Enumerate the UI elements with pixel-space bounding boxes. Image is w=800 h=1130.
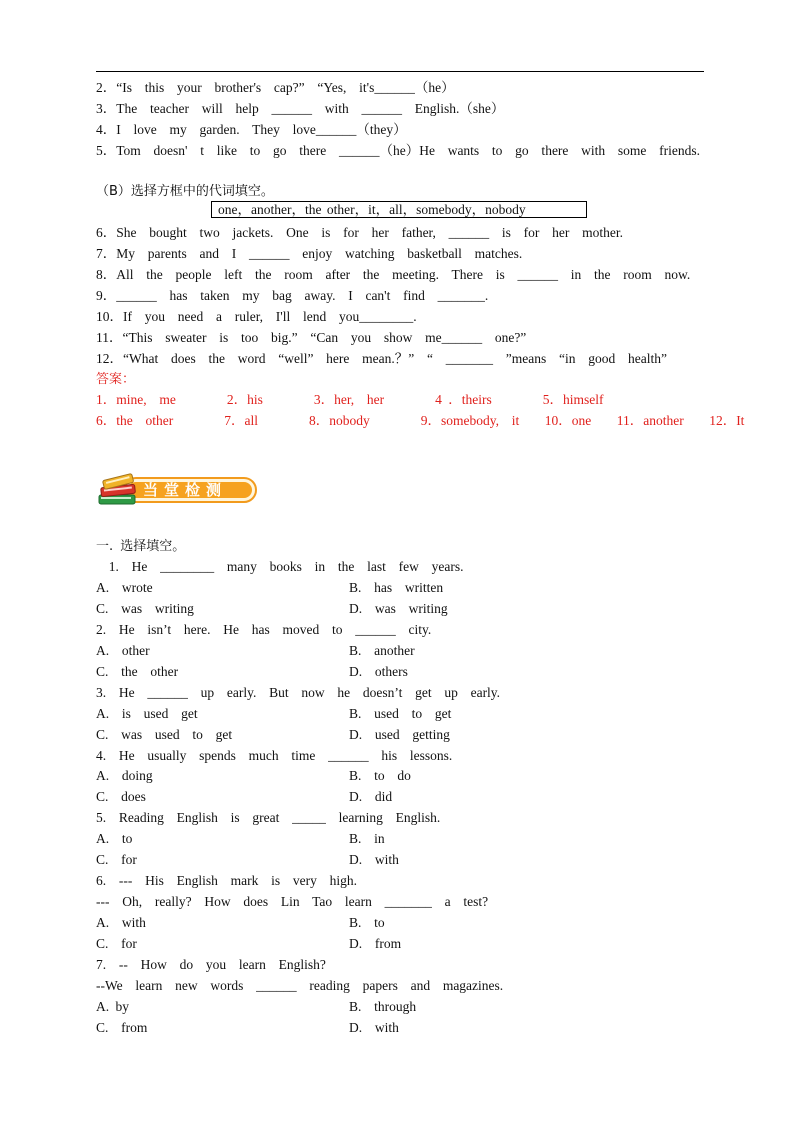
question-line-2: 2．“Is this your brother's cap?” “Yes, it's______（he） [96,80,455,95]
quiz-question-6: 6. --- His English mark is very high. [96,873,357,888]
quiz-6-option-c: C. for [96,936,137,951]
quiz-1-option-a: A. wrote [96,580,153,595]
question-line-5: 5．Tom doesn' t like to go there ______（he）He wants to go there with some friends. [96,143,701,158]
question-line-11: 11．“This sweater is too big.” “Can you show me______ one?” [96,330,527,345]
question-line-10: 10．If you need a ruler, I'll lend you________. [96,309,417,324]
quiz-question-5: 5. Reading English is great _____ learning English. [96,810,441,825]
quiz-1-option-b: B. has written [349,580,444,595]
question-line-9: 9．______ has taken my bag away. I can't find _______. [96,288,489,303]
quiz-question-7: 7. -- How do you learn English? [96,957,326,972]
quiz-heading: 一. 选择填空。 [96,539,186,554]
section-banner [95,469,261,511]
answers-line-1: 1．mine, me 2．his 3．her, her 4 ．theirs 5．himself [96,392,604,407]
quiz-5-option-d: D. with [349,852,399,867]
quiz-6-option-d: D. from [349,936,402,951]
quiz-4-option-a: A. doing [96,768,153,783]
quiz-question-2: 2. He isn’t here. He has moved to ______ city. [96,622,432,637]
quiz-4-option-d: D. did [349,789,393,804]
part-b-heading: （B）选择方框中的代词填空。 [96,184,274,199]
banner-title: 当堂检测 [143,481,228,499]
quiz-6-option-b: B. to [349,915,385,930]
question-line-8: 8．All the people left the room after the meeting. There is ______ in the room now. [96,267,691,282]
quiz-5-option-b: B. in [349,831,385,846]
quiz-3-option-d: D. used getting [349,727,450,742]
quiz-7-option-a: A. by [96,999,129,1014]
quiz-4-option-c: C. does [96,789,146,804]
quiz-question-1: 1. He ________ many books in the last few years. [96,559,464,574]
quiz-3-option-c: C. was used to get [96,727,233,742]
header-rule [96,71,704,72]
word-choice-box: one，another，the other，it，all，somebody，nobody [211,201,587,218]
quiz-1-option-c: C. was writing [96,601,194,616]
quiz-4-option-b: B. to do [349,768,411,783]
quiz-2-option-a: A. other [96,643,150,658]
quiz-7-option-c: C. from [96,1020,148,1035]
answers-label: 答案： [96,372,136,387]
quiz-6-option-a: A. with [96,915,146,930]
quiz-5-option-c: C. for [96,852,137,867]
question-line-4: 4．I love my garden. They love______（they） [96,122,407,137]
quiz-3-option-a: A. is used get [96,706,198,721]
quiz-7-option-d: D. with [349,1020,399,1035]
question-line-6: 6．She bought two jackets. One is for her father, ______ is for her mother. [96,225,623,240]
question-line-7: 7．My parents and I ______ enjoy watching basketball matches. [96,246,523,261]
quiz-5-option-a: A. to [96,831,133,846]
quiz-3-option-b: B. used to get [349,706,452,721]
quiz-question-6-line-2: --- Oh, really? How does Lin Tao learn _______ a test? [96,894,489,909]
quiz-question-3: 3. He ______ up early. But now he doesn’t get up early. [96,685,501,700]
quiz-question-4: 4. He usually spends much time ______ his lessons. [96,748,453,763]
answers-line-2: 6．the other 7．all 8．nobody 9．somebody, it 10．one 11．another 12．It [96,413,745,428]
quiz-7-option-b: B. through [349,999,417,1014]
quiz-question-7-line-2: --We learn new words ______ reading papers and magazines. [96,978,504,993]
books-icon [95,469,143,511]
question-line-12: 12．“What does the word “well” here mean.？” “ _______ ”means “in good health” [96,351,667,366]
quiz-2-option-b: B. another [349,643,415,658]
question-line-3: 3．The teacher will help ______ with ______ English.（she） [96,101,505,116]
quiz-2-option-c: C. the other [96,664,179,679]
quiz-2-option-d: D. others [349,664,408,679]
quiz-1-option-d: D. was writing [349,601,448,616]
